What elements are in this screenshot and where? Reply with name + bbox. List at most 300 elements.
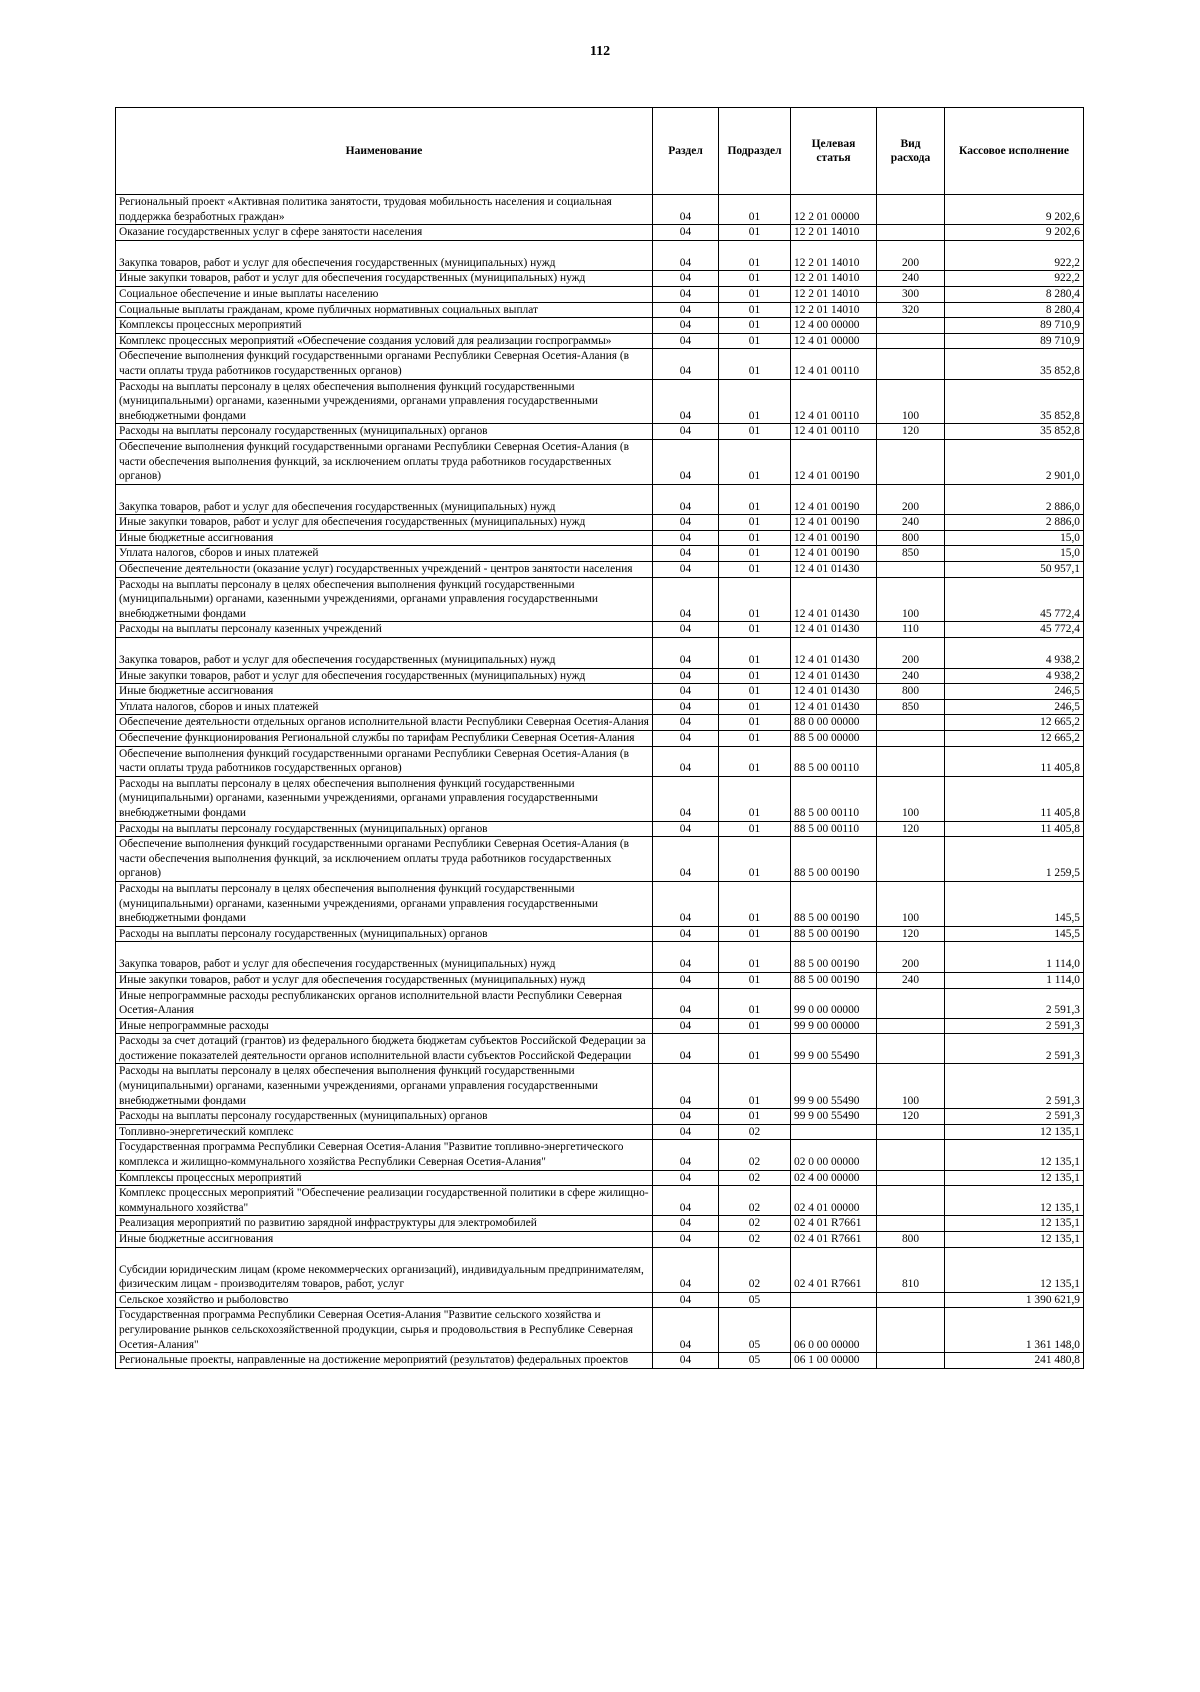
- row-target: 02 4 01 R7661: [791, 1216, 877, 1232]
- row-name: Региональный проект «Активная политика занятости, трудовая мобильность населения и социальная поддержка безработных граждан»: [116, 195, 653, 225]
- row-subsection: 01: [719, 988, 791, 1018]
- row-subsection: 01: [719, 286, 791, 302]
- row-target: 12 4 01 00110: [791, 424, 877, 440]
- row-target: 12 2 01 14010: [791, 286, 877, 302]
- row-amount: 1 361 148,0: [945, 1308, 1084, 1353]
- row-amount: 45 772,4: [945, 622, 1084, 638]
- table-row: [116, 225, 1084, 241]
- row-section: 04: [653, 1232, 719, 1248]
- row-kind: [877, 1308, 945, 1353]
- row-kind: 120: [877, 821, 945, 837]
- row-section: 04: [653, 439, 719, 484]
- row-kind: [877, 349, 945, 379]
- row-name: Закупка товаров, работ и услуг для обеспечения государственных (муниципальных) нужд: [116, 484, 653, 515]
- page-number: 112: [589, 44, 611, 59]
- row-section: 04: [653, 1353, 719, 1369]
- row-amount: 8 280,4: [945, 286, 1084, 302]
- row-kind: 100: [877, 577, 945, 622]
- row-section: 04: [653, 271, 719, 287]
- row-target: 99 9 00 55490: [791, 1034, 877, 1064]
- table-row: [116, 1018, 1084, 1034]
- row-amount: 12 135,1: [945, 1170, 1084, 1186]
- row-subsection: 01: [719, 271, 791, 287]
- table-body: [116, 195, 1084, 1369]
- row-target: 12 2 01 14010: [791, 240, 877, 271]
- table-row: [116, 746, 1084, 776]
- row-kind: 240: [877, 271, 945, 287]
- row-section: 04: [653, 484, 719, 515]
- row-target: 88 5 00 00190: [791, 837, 877, 882]
- row-target: 88 5 00 00190: [791, 942, 877, 973]
- row-amount: 246,5: [945, 699, 1084, 715]
- budget-table: [115, 107, 1084, 1369]
- table-row: [116, 1170, 1084, 1186]
- row-section: 04: [653, 515, 719, 531]
- row-name: Расходы на выплаты персоналу в целях обеспечения выполнения функций государственными (муниципальными) органами, казенными учреждениями, органами управления государственными внебюджетными фондами: [116, 776, 653, 821]
- row-amount: 2 591,3: [945, 1018, 1084, 1034]
- row-target: 88 0 00 00000: [791, 715, 877, 731]
- row-subsection: 01: [719, 577, 791, 622]
- row-target: 12 2 01 14010: [791, 271, 877, 287]
- row-name: Комплексы процессных мероприятий: [116, 1170, 653, 1186]
- row-amount: 2 591,3: [945, 988, 1084, 1018]
- table-row: [116, 515, 1084, 531]
- row-name: Реализация мероприятий по развитию зарядной инфраструктуры для электромобилей: [116, 1216, 653, 1232]
- row-kind: [877, 1124, 945, 1140]
- row-subsection: 01: [719, 530, 791, 546]
- table-row: [116, 881, 1084, 926]
- row-section: 04: [653, 746, 719, 776]
- table-row: [116, 1140, 1084, 1170]
- row-target: 12 4 01 00190: [791, 530, 877, 546]
- row-section: 04: [653, 988, 719, 1018]
- row-target: 99 9 00 55490: [791, 1109, 877, 1125]
- row-name: Сельское хозяйство и рыболовство: [116, 1292, 653, 1308]
- row-subsection: 01: [719, 379, 791, 424]
- row-kind: 120: [877, 424, 945, 440]
- row-name: Социальное обеспечение и иные выплаты населению: [116, 286, 653, 302]
- row-section: 04: [653, 731, 719, 747]
- row-kind: 200: [877, 240, 945, 271]
- row-amount: 35 852,8: [945, 349, 1084, 379]
- row-amount: 145,5: [945, 926, 1084, 942]
- row-target: [791, 1292, 877, 1308]
- row-amount: 12 135,1: [945, 1140, 1084, 1170]
- row-amount: 12 135,1: [945, 1124, 1084, 1140]
- table-row: [116, 286, 1084, 302]
- row-kind: 110: [877, 622, 945, 638]
- row-subsection: 01: [719, 562, 791, 578]
- row-target: 12 4 01 00190: [791, 484, 877, 515]
- row-kind: [877, 715, 945, 731]
- row-amount: 12 135,1: [945, 1216, 1084, 1232]
- row-subsection: 01: [719, 668, 791, 684]
- row-subsection: 01: [719, 1018, 791, 1034]
- row-subsection: 01: [719, 302, 791, 318]
- row-section: 04: [653, 1216, 719, 1232]
- table-row: [116, 195, 1084, 225]
- row-subsection: 01: [719, 638, 791, 669]
- row-subsection: 01: [719, 349, 791, 379]
- table-row: [116, 546, 1084, 562]
- row-amount: 9 202,6: [945, 225, 1084, 241]
- row-subsection: 01: [719, 318, 791, 334]
- row-section: 04: [653, 638, 719, 669]
- table-row: [116, 1064, 1084, 1109]
- row-section: 04: [653, 562, 719, 578]
- row-name: Расходы на выплаты персоналу в целях обеспечения выполнения функций государственными (муниципальными) органами, казенными учреждениями, органами управления государственными внебюджетными фондами: [116, 1064, 653, 1109]
- row-amount: 2 591,3: [945, 1109, 1084, 1125]
- row-section: 04: [653, 1124, 719, 1140]
- row-subsection: 01: [719, 972, 791, 988]
- row-kind: [877, 1292, 945, 1308]
- row-name: Иные закупки товаров, работ и услуг для обеспечения государственных (муниципальных) нужд: [116, 972, 653, 988]
- row-subsection: 01: [719, 333, 791, 349]
- row-name: Иные бюджетные ассигнования: [116, 684, 653, 700]
- row-amount: 12 665,2: [945, 715, 1084, 731]
- row-name: Социальные выплаты гражданам, кроме публичных нормативных социальных выплат: [116, 302, 653, 318]
- row-subsection: 01: [719, 731, 791, 747]
- table-row: [116, 271, 1084, 287]
- row-kind: [877, 988, 945, 1018]
- table-row: [116, 1109, 1084, 1125]
- row-name: Расходы на выплаты персоналу государственных (муниципальных) органов: [116, 926, 653, 942]
- row-subsection: 01: [719, 821, 791, 837]
- row-name: Расходы на выплаты персоналу казенных учреждений: [116, 622, 653, 638]
- row-subsection: 02: [719, 1216, 791, 1232]
- row-subsection: 01: [719, 439, 791, 484]
- row-kind: 240: [877, 972, 945, 988]
- table-row: [116, 1034, 1084, 1064]
- table-row: [116, 684, 1084, 700]
- row-section: 04: [653, 546, 719, 562]
- row-amount: 2 901,0: [945, 439, 1084, 484]
- row-name: Иные непрограммные расходы республиканских органов исполнительной власти Республики Северная Осетия-Алания: [116, 988, 653, 1018]
- row-amount: 12 135,1: [945, 1186, 1084, 1216]
- row-kind: [877, 318, 945, 334]
- table-row: [116, 638, 1084, 669]
- row-subsection: 01: [719, 715, 791, 731]
- row-name: Комплексы процессных мероприятий: [116, 318, 653, 334]
- row-name: Расходы на выплаты персоналу в целях обеспечения выполнения функций государственными (муниципальными) органами, казенными учреждениями, органами управления государственными внебюджетными фондами: [116, 379, 653, 424]
- table-row: [116, 1292, 1084, 1308]
- row-target: 99 0 00 00000: [791, 988, 877, 1018]
- row-name: Расходы на выплаты персоналу государственных (муниципальных) органов: [116, 1109, 653, 1125]
- row-subsection: 01: [719, 837, 791, 882]
- row-subsection: 01: [719, 240, 791, 271]
- row-kind: [877, 562, 945, 578]
- row-section: 04: [653, 318, 719, 334]
- table-row: [116, 439, 1084, 484]
- row-target: 88 5 00 00110: [791, 776, 877, 821]
- row-subsection: 02: [719, 1186, 791, 1216]
- row-name: Расходы на выплаты персоналу в целях обеспечения выполнения функций государственными (муниципальными) органами, казенными учреждениями, органами управления государственными внебюджетными фондами: [116, 881, 653, 926]
- row-subsection: 05: [719, 1308, 791, 1353]
- row-kind: [877, 837, 945, 882]
- row-section: 04: [653, 942, 719, 973]
- row-amount: 922,2: [945, 240, 1084, 271]
- table-row: [116, 1232, 1084, 1248]
- row-name: Закупка товаров, работ и услуг для обеспечения государственных (муниципальных) нужд: [116, 240, 653, 271]
- row-target: 12 2 01 00000: [791, 195, 877, 225]
- row-name: Расходы на выплаты персоналу государственных (муниципальных) органов: [116, 821, 653, 837]
- row-target: 02 0 00 00000: [791, 1140, 877, 1170]
- row-amount: 1 390 621,9: [945, 1292, 1084, 1308]
- table-row: [116, 776, 1084, 821]
- table-row: [116, 821, 1084, 837]
- table-row: [116, 699, 1084, 715]
- row-amount: 2 886,0: [945, 515, 1084, 531]
- table-row: [116, 1216, 1084, 1232]
- row-section: 04: [653, 424, 719, 440]
- row-section: 04: [653, 379, 719, 424]
- row-name: Субсидии юридическим лицам (кроме некоммерческих организаций), индивидуальным предпринимателям, физическим лицам - производителям товаров, работ, услуг: [116, 1247, 653, 1292]
- table-row: [116, 1247, 1084, 1292]
- row-name: Иные бюджетные ассигнования: [116, 1232, 653, 1248]
- row-amount: 145,5: [945, 881, 1084, 926]
- row-target: 06 1 00 00000: [791, 1353, 877, 1369]
- row-subsection: 01: [719, 684, 791, 700]
- row-target: 12 4 01 01430: [791, 577, 877, 622]
- table-row: [116, 424, 1084, 440]
- row-target: 12 4 01 00110: [791, 379, 877, 424]
- table-row: [116, 942, 1084, 973]
- table-row: [116, 240, 1084, 271]
- row-target: 12 4 01 01430: [791, 668, 877, 684]
- row-amount: 11 405,8: [945, 746, 1084, 776]
- row-name: Уплата налогов, сборов и иных платежей: [116, 699, 653, 715]
- row-section: 04: [653, 668, 719, 684]
- row-section: 04: [653, 821, 719, 837]
- row-amount: 241 480,8: [945, 1353, 1084, 1369]
- row-target: 12 4 01 01430: [791, 638, 877, 669]
- row-amount: 12 135,1: [945, 1247, 1084, 1292]
- table-row: [116, 1124, 1084, 1140]
- table-row: [116, 484, 1084, 515]
- row-amount: 8 280,4: [945, 302, 1084, 318]
- row-target: 12 4 01 00110: [791, 349, 877, 379]
- row-name: Обеспечение выполнения функций государственными органами Республики Северная Осетия-Алания (в части обеспечения выполнения функций, за исключением оплаты труда работников государственных органов): [116, 837, 653, 882]
- table-row: [116, 715, 1084, 731]
- row-subsection: 01: [719, 515, 791, 531]
- table-row: [116, 1308, 1084, 1353]
- row-name: Обеспечение выполнения функций государственными органами Республики Северная Осетия-Алания (в части оплаты труда работников государственных органов): [116, 746, 653, 776]
- table-row: [116, 577, 1084, 622]
- row-amount: 11 405,8: [945, 776, 1084, 821]
- row-subsection: 05: [719, 1292, 791, 1308]
- row-name: Иные закупки товаров, работ и услуг для обеспечения государственных (муниципальных) нужд: [116, 668, 653, 684]
- row-kind: [877, 1170, 945, 1186]
- row-amount: 89 710,9: [945, 333, 1084, 349]
- row-target: 02 4 00 00000: [791, 1170, 877, 1186]
- table-row: [116, 837, 1084, 882]
- row-section: 04: [653, 1140, 719, 1170]
- row-kind: [877, 333, 945, 349]
- table-row: [116, 668, 1084, 684]
- row-target: 99 9 00 55490: [791, 1064, 877, 1109]
- row-name: Закупка товаров, работ и услуг для обеспечения государственных (муниципальных) нужд: [116, 638, 653, 669]
- row-amount: 4 938,2: [945, 638, 1084, 669]
- table-row: [116, 972, 1084, 988]
- row-section: 04: [653, 333, 719, 349]
- column-header-target: Целевая статья: [791, 108, 877, 195]
- row-target: 12 4 01 00190: [791, 515, 877, 531]
- row-kind: 240: [877, 515, 945, 531]
- row-section: 04: [653, 302, 719, 318]
- row-subsection: 02: [719, 1124, 791, 1140]
- row-target: 02 4 01 R7661: [791, 1232, 877, 1248]
- row-kind: 100: [877, 379, 945, 424]
- row-subsection: 02: [719, 1232, 791, 1248]
- row-amount: 15,0: [945, 546, 1084, 562]
- row-name: Обеспечение выполнения функций государственными органами Республики Северная Осетия-Алания (в части оплаты труда работников государственных органов): [116, 349, 653, 379]
- row-kind: [877, 731, 945, 747]
- row-subsection: 01: [719, 1064, 791, 1109]
- row-kind: 800: [877, 530, 945, 546]
- row-target: 12 4 01 01430: [791, 562, 877, 578]
- row-target: 88 5 00 00110: [791, 746, 877, 776]
- row-section: 04: [653, 1034, 719, 1064]
- row-amount: 15,0: [945, 530, 1084, 546]
- row-section: 04: [653, 926, 719, 942]
- row-kind: 200: [877, 638, 945, 669]
- row-amount: 1 114,0: [945, 972, 1084, 988]
- row-kind: 300: [877, 286, 945, 302]
- row-kind: 120: [877, 926, 945, 942]
- row-name: Иные бюджетные ассигнования: [116, 530, 653, 546]
- row-name: Региональные проекты, направленные на достижение мероприятий (результатов) федеральных проектов: [116, 1353, 653, 1369]
- row-amount: 45 772,4: [945, 577, 1084, 622]
- row-section: 04: [653, 1292, 719, 1308]
- row-amount: 9 202,6: [945, 195, 1084, 225]
- row-target: 88 5 00 00000: [791, 731, 877, 747]
- row-kind: [877, 1140, 945, 1170]
- row-amount: 11 405,8: [945, 821, 1084, 837]
- row-name: Обеспечение функционирования Региональной службы по тарифам Республики Северная Осетия-Алания: [116, 731, 653, 747]
- row-kind: [877, 1018, 945, 1034]
- row-section: 04: [653, 1018, 719, 1034]
- row-subsection: 01: [719, 225, 791, 241]
- row-kind: [877, 439, 945, 484]
- table-row: [116, 379, 1084, 424]
- row-amount: 50 957,1: [945, 562, 1084, 578]
- table-row: [116, 1353, 1084, 1369]
- row-target: [791, 1124, 877, 1140]
- row-section: 04: [653, 837, 719, 882]
- row-subsection: 01: [719, 1109, 791, 1125]
- table-row: [116, 530, 1084, 546]
- row-section: 04: [653, 699, 719, 715]
- row-kind: 320: [877, 302, 945, 318]
- row-kind: [877, 746, 945, 776]
- row-kind: 240: [877, 668, 945, 684]
- row-target: 12 4 01 00000: [791, 333, 877, 349]
- row-target: 02 4 01 R7661: [791, 1247, 877, 1292]
- row-kind: 200: [877, 942, 945, 973]
- row-subsection: 02: [719, 1170, 791, 1186]
- row-amount: 2 591,3: [945, 1064, 1084, 1109]
- row-kind: 200: [877, 484, 945, 515]
- row-section: 04: [653, 530, 719, 546]
- row-name: Расходы за счет дотаций (грантов) из федерального бюджета бюджетам субъектов Российской Федерации за достижение показателей деятельности органов исполнительной власти субъектов Российской Федерации: [116, 1034, 653, 1064]
- table-row: [116, 349, 1084, 379]
- row-kind: 120: [877, 1109, 945, 1125]
- row-amount: 1 259,5: [945, 837, 1084, 882]
- row-subsection: 01: [719, 699, 791, 715]
- row-name: Уплата налогов, сборов и иных платежей: [116, 546, 653, 562]
- row-subsection: 01: [719, 484, 791, 515]
- row-target: 06 0 00 00000: [791, 1308, 877, 1353]
- row-subsection: 01: [719, 926, 791, 942]
- row-amount: 2 591,3: [945, 1034, 1084, 1064]
- row-name: Государственная программа Республики Северная Осетия-Алания "Развитие сельского хозяйства и регулирование рынков сельскохозяйственной продукции, сырья и продовольствия в Республике Северная Осетия-Алания": [116, 1308, 653, 1353]
- row-kind: 850: [877, 699, 945, 715]
- column-header-subsection: Подраздел: [719, 108, 791, 195]
- row-kind: [877, 225, 945, 241]
- row-kind: 800: [877, 684, 945, 700]
- table-header-row: [116, 108, 1084, 195]
- row-section: 04: [653, 1064, 719, 1109]
- column-header-name: Наименование: [116, 108, 653, 195]
- row-amount: 35 852,8: [945, 379, 1084, 424]
- row-name: Обеспечение выполнения функций государственными органами Республики Северная Осетия-Алания (в части обеспечения выполнения функций, за исключением оплаты труда работников государственных органов): [116, 439, 653, 484]
- row-kind: 800: [877, 1232, 945, 1248]
- row-name: Расходы на выплаты персоналу государственных (муниципальных) органов: [116, 424, 653, 440]
- row-name: Обеспечение деятельности (оказание услуг) государственных учреждений - центров занятости населения: [116, 562, 653, 578]
- row-subsection: 02: [719, 1140, 791, 1170]
- table-row: [116, 333, 1084, 349]
- row-target: 88 5 00 00190: [791, 881, 877, 926]
- row-subsection: 01: [719, 776, 791, 821]
- row-subsection: 01: [719, 622, 791, 638]
- table-row: [116, 926, 1084, 942]
- row-kind: [877, 1186, 945, 1216]
- row-kind: [877, 1353, 945, 1369]
- row-amount: 4 938,2: [945, 668, 1084, 684]
- row-amount: 246,5: [945, 684, 1084, 700]
- row-kind: 100: [877, 1064, 945, 1109]
- row-section: 04: [653, 684, 719, 700]
- row-name: Оказание государственных услуг в сфере занятости населения: [116, 225, 653, 241]
- table-row: [116, 622, 1084, 638]
- row-target: 99 9 00 00000: [791, 1018, 877, 1034]
- row-subsection: 02: [719, 1247, 791, 1292]
- row-subsection: 05: [719, 1353, 791, 1369]
- row-section: 04: [653, 776, 719, 821]
- row-target: 12 4 01 01430: [791, 622, 877, 638]
- row-target: 12 4 01 00190: [791, 439, 877, 484]
- row-amount: 35 852,8: [945, 424, 1084, 440]
- row-target: 12 2 01 14010: [791, 302, 877, 318]
- row-name: Иные непрограммные расходы: [116, 1018, 653, 1034]
- column-header-kind: Вид расхода: [877, 108, 945, 195]
- column-header-section: Раздел: [653, 108, 719, 195]
- row-name: Государственная программа Республики Северная Осетия-Алания "Развитие топливно-энергетического комплекса и жилищно-коммунального хозяйства Республики Северная Осетия-Алания": [116, 1140, 653, 1170]
- row-name: Закупка товаров, работ и услуг для обеспечения государственных (муниципальных) нужд: [116, 942, 653, 973]
- row-amount: 2 886,0: [945, 484, 1084, 515]
- table-row: [116, 562, 1084, 578]
- row-target: 12 2 01 14010: [791, 225, 877, 241]
- row-name: Топливно-энергетический комплекс: [116, 1124, 653, 1140]
- row-subsection: 01: [719, 746, 791, 776]
- row-section: 04: [653, 195, 719, 225]
- row-name: Иные закупки товаров, работ и услуг для обеспечения государственных (муниципальных) нужд: [116, 271, 653, 287]
- row-kind: 850: [877, 546, 945, 562]
- row-kind: [877, 1034, 945, 1064]
- row-target: 12 4 00 00000: [791, 318, 877, 334]
- row-kind: 100: [877, 881, 945, 926]
- row-subsection: 01: [719, 424, 791, 440]
